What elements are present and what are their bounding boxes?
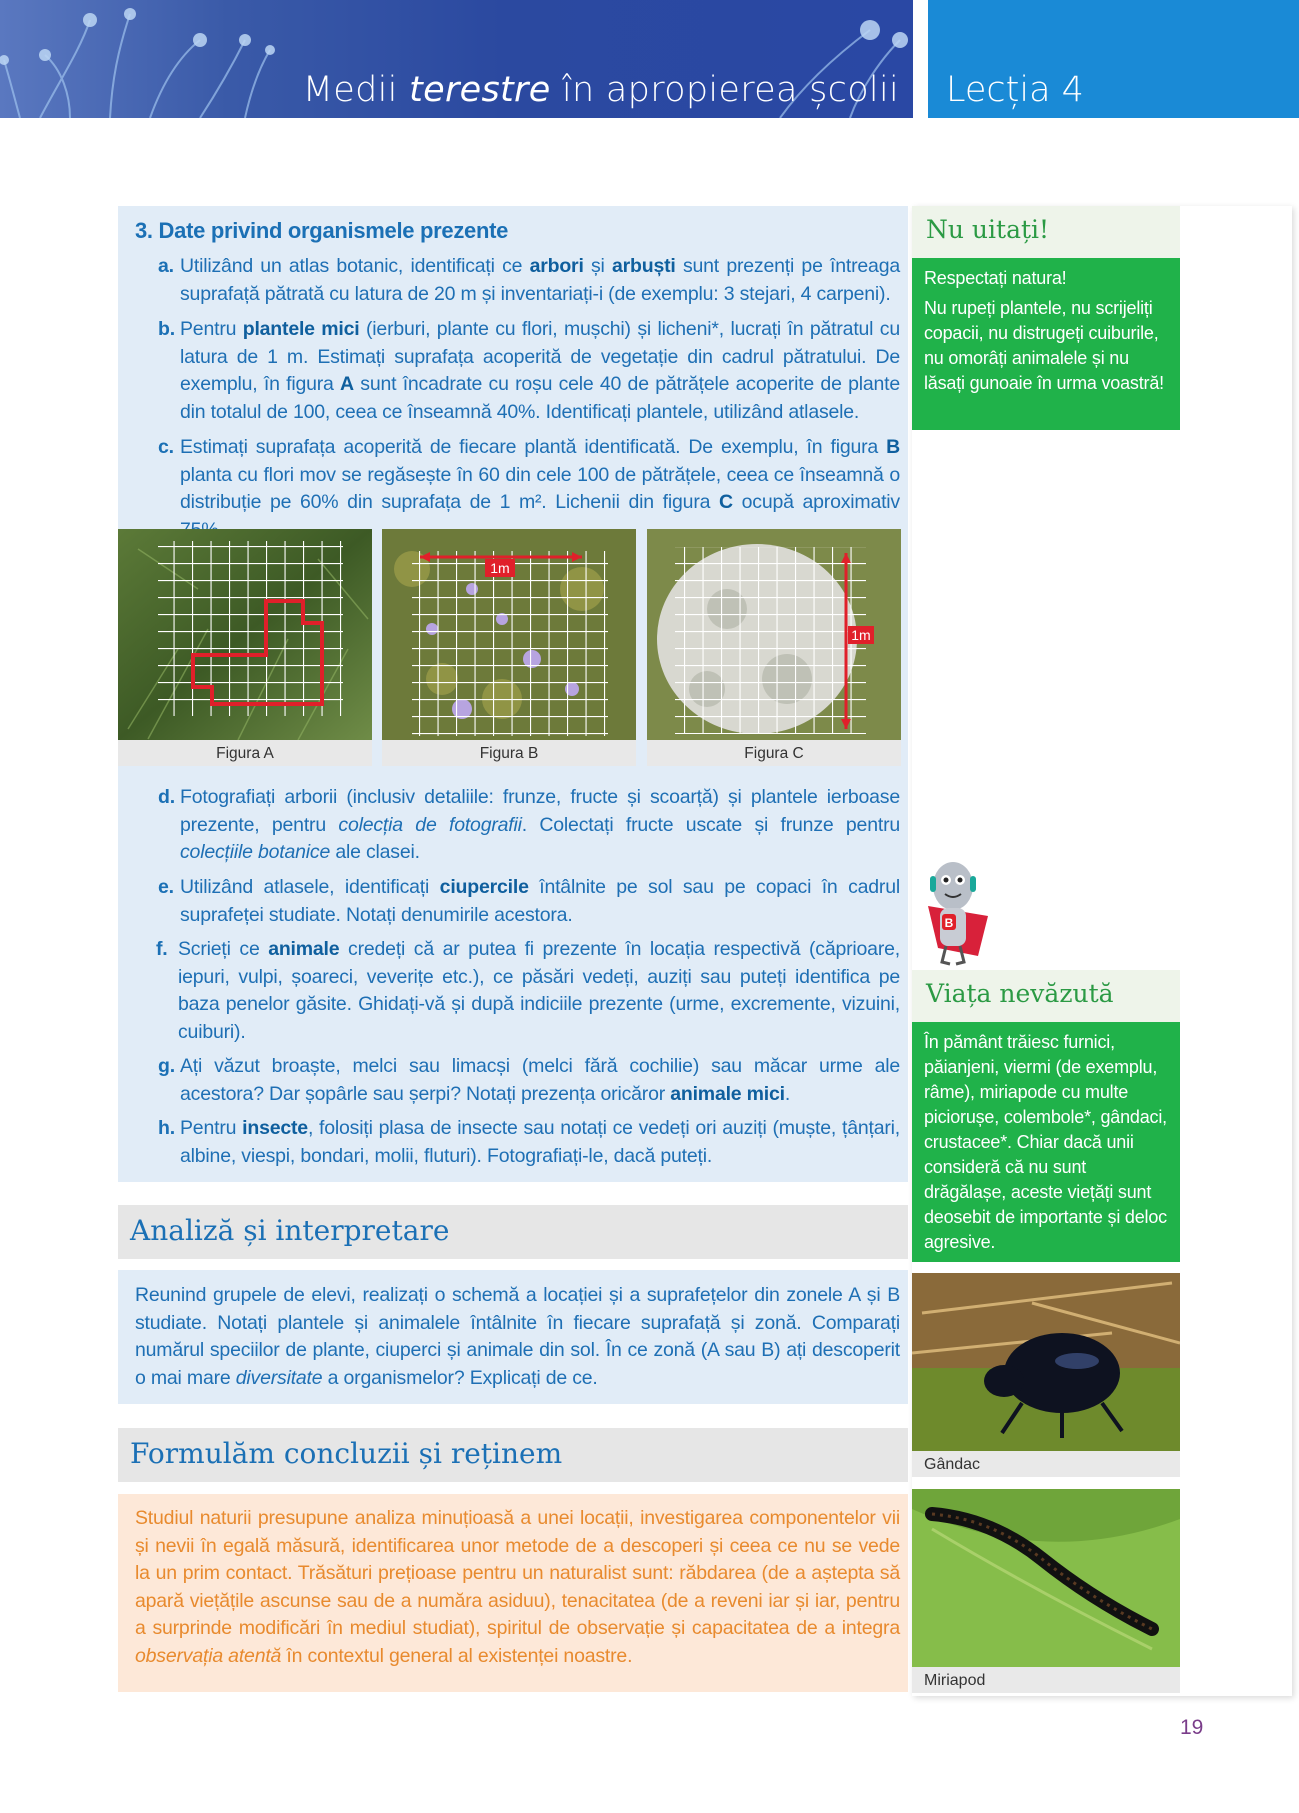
figure-b-caption: Figura B <box>382 740 636 766</box>
item-g: g. Ați văzut broaște, melci sau limacși (melci fără cochilie) sau măcar urme ale acestora? Dar șopârle sau șerpi? Notați prezența oricăror animale mici. <box>158 1055 900 1105</box>
reminder-header <box>912 206 1180 258</box>
chapter-title: Medii terestre în apropierea școlii <box>302 70 899 110</box>
lesson-label-box <box>928 0 1299 118</box>
item-e: e. Utilizând atlasele, identificați ciupercile întâlnite pe sol sau pe copaci în cadrul suprafeței studiate. Notați denumirile acestora. <box>158 876 900 926</box>
reminder-box <box>912 258 1180 430</box>
header-banner <box>0 0 913 118</box>
figure-b-photo <box>382 529 636 740</box>
item-a: a. Utilizând un atlas botanic, identificați ce arbori și arbuști sunt prezenți pe întreaga suprafață pătrată cu latura de 20 m și inventariați-i (de exemplu: 3 stejari, 4 carpeni). <box>158 255 900 305</box>
hidden-life-text: În pământ trăiesc furnici, păianjeni, viermi (de exemplu, râme), miriapode cu multe piciorușe, colembole*, gândaci, crustacee*. Chiar dacă unii consideră că nu sunt drăgălașe, aceste viețăți sunt deosebit de importante și deloc agresive. <box>924 1032 1167 1252</box>
item-h: h. Pentru insecte, folosiți plasa de insecte sau notați ce vedeți ori auziți (muște, țânțari, albine, viespi, bondari, molii, fluturi). Fotografiați-le, dacă puteți. <box>158 1117 901 1167</box>
millipede-photo <box>912 1489 1180 1667</box>
reminder-line1: Respectați natura! <box>924 268 1067 288</box>
analysis-header <box>118 1205 908 1259</box>
reminder-line2: Nu rupeți plantele, nu scrijeliți copacii, nu distrugeți cuiburile, nu omorâți animalele și nu lăsați gunoaie în urma voastră! <box>924 298 1164 393</box>
conclusion-title: Formulăm concluzii și reținem <box>130 1437 563 1470</box>
item-f: f. Scrieți ce animale credeți că ar putea fi prezente în locația respectivă (căprioare, iepuri, vulpi, șoareci, veverițe etc.), ce păsări vedeți, auziți sau puteți identifica pe baza penelor găsite. Ghidați-vă și după indiciile prezente (urme, excremente, vizuini, cuiburi). <box>156 938 900 1043</box>
analysis-title: Analiză și interpretare <box>130 1214 450 1247</box>
hidden-life-title: Viața nevăzută <box>926 979 1114 1008</box>
conclusion-header <box>118 1428 908 1482</box>
scale-label: 1m <box>490 560 510 576</box>
hidden-life-header <box>912 970 1180 1022</box>
item-d: d. Fotografiați arborii (inclusiv detaliile: frunze, fructe și scoarță) și plantele ierboase prezente, pentru colecția de fotografii. Colectați fructe uscate și frunze pentru colecțiile botanice ale clasei. <box>158 786 901 863</box>
analysis-text: Reunind grupele de elevi, realizați o schemă a locației și a suprafețelor din zonele A și B studiate. Notați plantele și animalele întâlnite în fiecare suprafață și zonă. Comparați numărul speciilor de plante, ciuperci și animale din sol. În ce zonă (A sau B) ați descoperit o mai mare diversitate a organismelor? Explicați de ce. <box>135 1284 900 1389</box>
item-b: b. Pentru plantele mici (ierburi, plante cu flori, mușchi) și licheni*, lucrați în pătratul cu latura de 1 m. Estimați suprafața acoperită de vegetație din cadrul pătratului. De exemplu, în figura A sunt încadrate cu roșu cele 40 de pătrățele acoperite de plante din totalul de 100, ceea ce înseamnă 40%. Identificați plantele, utilizând atlasele. <box>158 318 900 423</box>
scale-label: 1m <box>851 627 871 643</box>
section-title: 3. Date privind organismele prezente <box>135 218 509 243</box>
figure-a-caption: Figura A <box>118 740 372 766</box>
beetle-photo <box>912 1273 1180 1451</box>
figure-c-photo <box>647 529 901 740</box>
figure-a-photo <box>118 529 372 740</box>
page-number: 19 <box>1180 1716 1204 1739</box>
hidden-life-box <box>912 1022 1180 1262</box>
beetle-caption: Gândac <box>912 1451 1180 1477</box>
reminder-title: Nu uitați! <box>926 215 1050 244</box>
lesson-label: Lecția 4 <box>946 70 1084 110</box>
conclusion-text: Studiul naturii presupune analiza minuțioasă a unei locații, investigarea componentelor vii și nevii în egală măsură, identificarea unor metode de a descoperi și ceea ce nu se vede la un prim contact. Trăsături prețioase pentru un naturalist sunt: răbdarea (de a aștepta să apară viețățile ascunse sau de a număra asiduu), tenacitatea (de a reveni iar și iar, pentru a surprinde modificări în mediul studiat), spiritul de observație și capacitatea de a integra observația atentă în contextul general al existenței noastre. <box>135 1507 900 1667</box>
figure-c-caption: Figura C <box>647 740 901 766</box>
item-c: c. Estimați suprafața acoperită de fiecare plantă identificată. De exemplu, în figura B planta cu flori mov se regăsește în 60 din cele 100 de pătrățele, ceea ce înseamnă o distribuție pe 60% din suprafața de 1 m². Lichenii din figura C ocupă aproximativ <box>158 436 900 513</box>
mascot-badge: B <box>944 916 954 930</box>
millipede-caption: Miriapod <box>912 1667 1180 1693</box>
mascot-icon <box>908 856 998 970</box>
